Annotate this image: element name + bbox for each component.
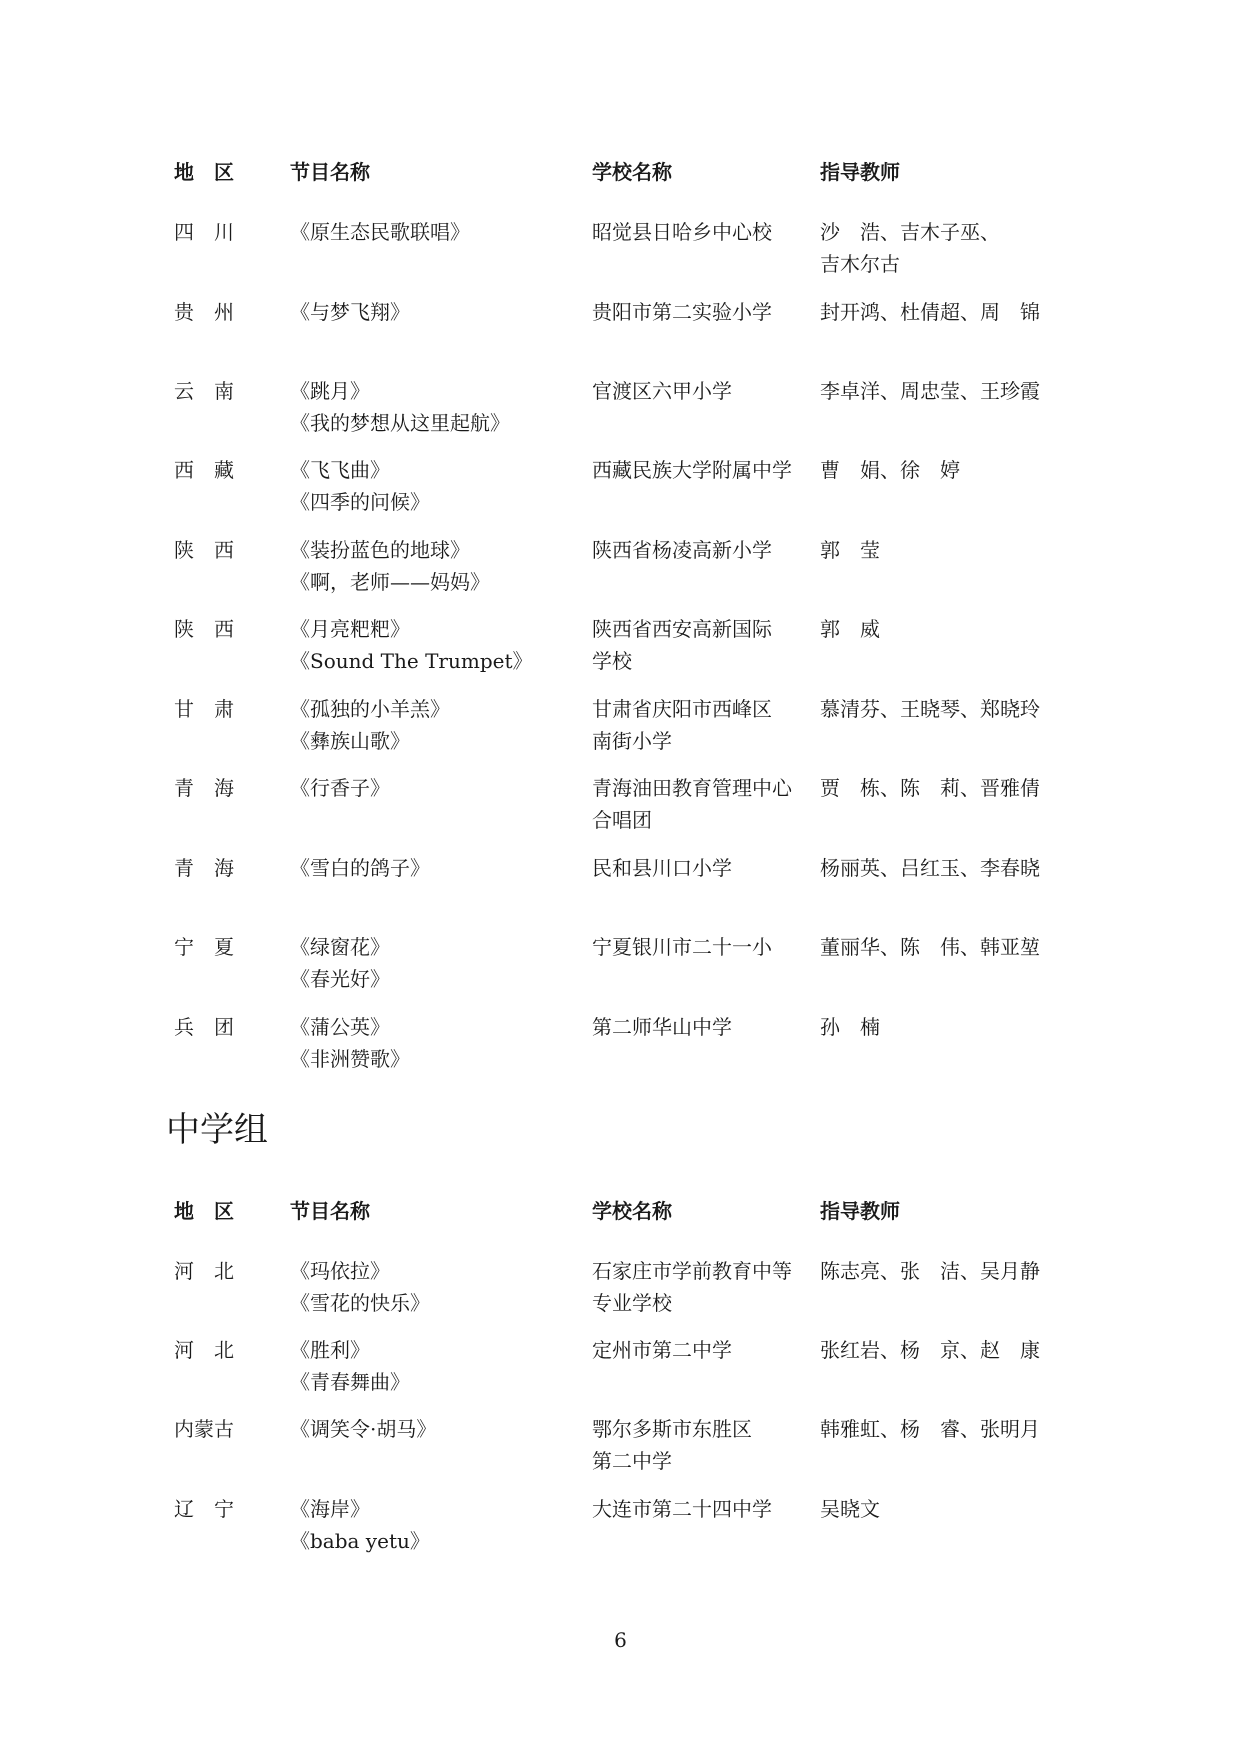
cell-teacher [820,375,1040,407]
cell-program-line: 《春光好》 [290,967,390,991]
cell-teacher [820,693,1040,725]
table-middle-school-group [174,1195,1064,1553]
cell-program [290,216,470,248]
cell-program [290,1011,410,1075]
cell-school [592,1413,752,1477]
cell-teacher [820,1413,1040,1445]
cell-teacher-line: 董丽华、陈 伟、韩亚堃 [820,935,1040,959]
cell-school [592,852,732,884]
cell-school [592,1493,772,1525]
cell-teacher [820,772,1040,804]
cell-region: 兵 团 [174,1015,234,1039]
cell-school [592,772,792,836]
cell-program [290,1255,430,1319]
cell-teacher-line: 陈志亮、张 洁、吴月静 [820,1259,1040,1283]
cell-program [290,534,490,598]
cell-program-line: 《彝族山歌》 [290,729,410,753]
cell-teacher-line: 张红岩、杨 京、赵 康 [820,1338,1040,1362]
cell-school-line: 西藏民族大学附属中学 [592,458,792,482]
header-program: 节目名称 [290,160,370,184]
section-title-middle-school: 中学组 [166,1110,268,1150]
cell-program-line: 《与梦飞翔》 [290,300,410,324]
cell-teacher [820,534,880,566]
cell-region: 贵 州 [174,300,234,324]
cell-region: 云 南 [174,379,234,403]
cell-program [290,852,430,884]
cell-teacher-line: 郭 莹 [820,538,880,562]
cell-school [592,693,772,757]
cell-teacher-line: 韩雅虹、杨 睿、张明月 [820,1417,1040,1441]
cell-program-line: 《胜利》 [290,1338,370,1362]
cell-region: 四 川 [174,220,234,244]
cell-school [592,296,772,328]
cell-program [290,772,390,804]
cell-teacher-line: 吴晓文 [820,1497,880,1521]
cell-region: 内蒙古 [174,1417,234,1441]
header-region: 地 区 [174,160,234,184]
cell-school [592,1011,732,1043]
cell-teacher-line: 沙 浩、吉木子巫、 [820,220,1000,244]
cell-school-line: 官渡区六甲小学 [592,379,732,403]
cell-region: 甘 肃 [174,697,234,721]
cell-region: 西 藏 [174,458,234,482]
cell-program [290,454,430,518]
cell-program-line: 《调笑令·胡马》 [290,1417,437,1441]
cell-program-line: 《月亮粑粑》 [290,617,410,641]
cell-school-line: 合唱团 [592,808,652,832]
cell-teacher [820,1011,880,1043]
cell-program-line: 《飞飞曲》 [290,458,390,482]
cell-teacher [820,931,1040,963]
cell-program-line: 《雪白的鸽子》 [290,856,430,880]
cell-teacher [820,216,1000,280]
cell-teacher-line: 李卓洋、周忠莹、王珍霞 [820,379,1040,403]
cell-program-line: 《青春舞曲》 [290,1370,410,1394]
cell-program [290,1493,430,1557]
cell-school [592,931,772,963]
cell-school-line: 石家庄市学前教育中等 [592,1259,792,1283]
cell-teacher-line: 曹 娟、徐 婷 [820,458,960,482]
cell-teacher [820,613,880,645]
cell-school-line: 专业学校 [592,1291,672,1315]
cell-teacher [820,852,1040,884]
cell-teacher-line: 封开鸿、杜倩超、周 锦 [820,300,1040,324]
table-header [174,1195,1064,1225]
cell-school [592,216,772,248]
cell-program-line: 《玛依拉》 [290,1259,390,1283]
cell-school [592,454,792,486]
header-school: 学校名称 [592,160,672,184]
cell-teacher [820,1255,1040,1287]
cell-program-line: 《行香子》 [290,776,390,800]
header-teacher: 指导教师 [820,160,900,184]
cell-program-line: 《绿窗花》 [290,935,390,959]
cell-teacher [820,454,960,486]
cell-school-line: 甘肃省庆阳市西峰区 [592,697,772,721]
cell-program [290,1334,410,1398]
cell-program-line: 《Sound The Trumpet》 [290,649,533,673]
cell-school [592,375,732,407]
cell-teacher-line: 慕清芬、王晓琴、郑晓玲 [820,697,1040,721]
cell-school-line: 南街小学 [592,729,672,753]
cell-program-line: 《海岸》 [290,1497,370,1521]
cell-program-line: 《蒲公英》 [290,1015,390,1039]
cell-school-line: 贵阳市第二实验小学 [592,300,772,324]
cell-region: 青 海 [174,776,234,800]
table-primary-group [174,156,1064,1071]
cell-school [592,534,772,566]
cell-school [592,613,772,677]
cell-school-line: 第二中学 [592,1449,672,1473]
cell-region: 青 海 [174,856,234,880]
cell-program-line: 《啊，老师——妈妈》 [290,570,490,594]
cell-region: 河 北 [174,1259,234,1283]
cell-school [592,1255,792,1319]
cell-program [290,1413,436,1445]
cell-school-line: 定州市第二中学 [592,1338,732,1362]
header-school: 学校名称 [592,1199,672,1223]
cell-school-line: 陕西省杨凌高新小学 [592,538,772,562]
header-region: 地 区 [174,1199,234,1223]
cell-program-line: 《非洲赞歌》 [290,1047,410,1071]
cell-teacher-line: 贾 栋、陈 莉、晋雅倩 [820,776,1040,800]
cell-school-line: 昭觉县日哈乡中心校 [592,220,772,244]
cell-region: 陕 西 [174,617,234,641]
cell-region: 宁 夏 [174,935,234,959]
cell-program [290,375,510,439]
cell-program [290,931,390,995]
cell-school-line: 鄂尔多斯市东胜区 [592,1417,752,1441]
cell-teacher-line: 杨丽英、吕红玉、李春晓 [820,856,1040,880]
cell-school-line: 宁夏银川市二十一小 [592,935,772,959]
cell-program-line: 《跳月》 [290,379,370,403]
cell-school [592,1334,732,1366]
cell-region: 河 北 [174,1338,234,1362]
cell-program-line: 《原生态民歌联唱》 [290,220,470,244]
table-header [174,156,1064,186]
cell-program-line: 《四季的问候》 [290,490,430,514]
cell-teacher-line: 吉木尔古 [820,252,900,276]
header-program: 节目名称 [290,1199,370,1223]
cell-program-line: 《孤独的小羊羔》 [290,697,450,721]
cell-teacher [820,296,1040,328]
cell-school-line: 大连市第二十四中学 [592,1497,772,1521]
cell-program [290,613,533,677]
cell-program [290,693,450,757]
cell-teacher [820,1493,880,1525]
cell-program-line: 《baba yetu》 [290,1529,430,1553]
cell-program-line: 《我的梦想从这里起航》 [290,411,510,435]
cell-region: 陕 西 [174,538,234,562]
cell-school-line: 青海油田教育管理中心 [592,776,792,800]
cell-region: 辽 宁 [174,1497,234,1521]
page-number: 6 [614,1628,627,1652]
cell-program [290,296,410,328]
cell-teacher-line: 孙 楠 [820,1015,880,1039]
cell-program-line: 《装扮蓝色的地球》 [290,538,470,562]
header-teacher: 指导教师 [820,1199,900,1223]
cell-school-line: 学校 [592,649,632,673]
cell-school-line: 陕西省西安高新国际 [592,617,772,641]
cell-school-line: 民和县川口小学 [592,856,732,880]
cell-teacher [820,1334,1040,1366]
cell-program-line: 《雪花的快乐》 [290,1291,430,1315]
cell-teacher-line: 郭 威 [820,617,880,641]
cell-school-line: 第二师华山中学 [592,1015,732,1039]
